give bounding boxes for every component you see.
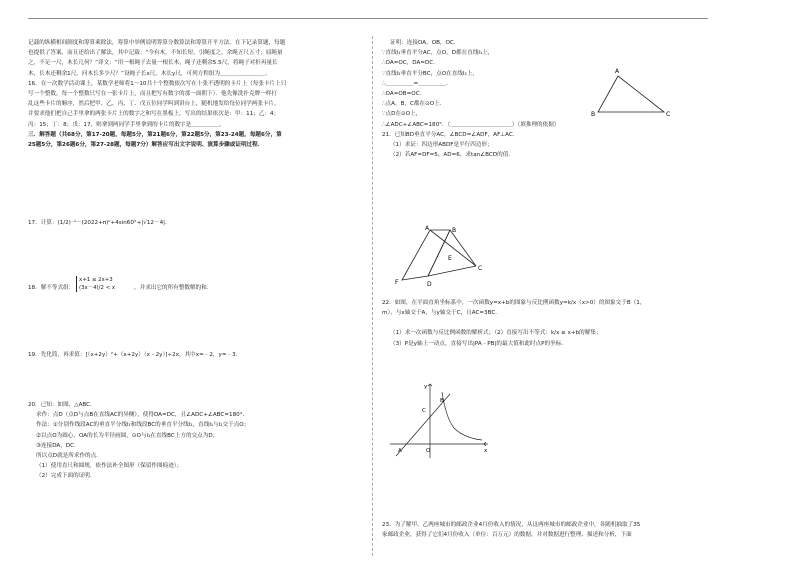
label-a: A — [615, 68, 620, 75]
proof-line: ∴＿＿＿＿＿=＿＿＿＿＿． — [382, 80, 452, 87]
question-20 — [28, 400, 362, 482]
triangle-abc-figure — [590, 64, 700, 120]
question-20-line: 20．已知：如图，△ABC． — [28, 402, 96, 408]
section-heading-line: 25题5分，第26题6分，第27-28题，每题7分）解答应写出文字说明、演算步骤或证明过程． — [28, 142, 264, 149]
question-23-line: 23．为了解甲、乙两座城市的邮政企业4月份收入的情况，从这两座城市的邮政企业中，各随机抽取了35 — [382, 522, 641, 528]
question-18-pre: 18．解不等式组： — [28, 285, 75, 291]
intro-line: 之，不足一尺，木长几何？”译文：“用一根绳子去量一根长木，绳子还剩余5.5尺，将绳子对折再量长 — [28, 60, 278, 67]
header-rule — [28, 18, 708, 19]
proof-line: ∴∠ADC+∠ABC=180°．（＿＿＿＿＿＿＿＿＿＿＿）（填推理的依据） — [382, 121, 560, 128]
label-b: B — [440, 398, 444, 404]
label-d: D — [427, 281, 432, 288]
intro-line: 木，长木还剩余1尺，问木长多少尺？”设绳子长x尺，木长y尺，可列方程组为＿＿＿＿＿＿＿＿。 — [28, 70, 271, 77]
label-c: C — [478, 265, 483, 272]
question-16: 16．在一次数学活动课上，某数学老师将1～10共十个整数依次写在十张不透明的卡片上（每张卡片上只 — [28, 80, 287, 87]
proof-line: ∴OA=OB=OC． — [382, 91, 426, 98]
question-20-line: ③连接DA，DC． — [36, 442, 80, 449]
question-22-line: （3）P是y轴上一动点，直接写出|PA﹣PB|的最大值和此时点P的坐标． — [390, 340, 567, 347]
inequality-system — [76, 276, 115, 292]
triangle-abc — [598, 76, 664, 112]
question-22 — [382, 298, 712, 349]
label-f: F — [395, 279, 399, 286]
question-20-line: （1）使用直尺和圆规，依作法补全图形（保留作图痕迹）； — [36, 463, 183, 470]
label-y: y — [424, 384, 428, 390]
coordinate-figure — [388, 380, 492, 460]
question-23 — [382, 520, 712, 540]
section-heading: 三．解答题（共68分，第17-20题，每题5分，第21题6分，第22题5分，第23-24题，每题6分，第 — [28, 131, 282, 138]
question-23-line: 家邮政企业，获得了它们4月份收入（单位：百万元）的数据，并对数据进行整理、描述和分析，下面 — [382, 532, 632, 539]
question-18-post: ，并求出它的所有整数解的和． — [134, 285, 213, 291]
question-20-line: 作法：①分别作线段AC的垂直平分线l₁和线段BC的垂直平分线l₂，直线l₁与l₂交于点O； — [36, 422, 250, 429]
question-17: 17．计算：(1/2)⁻¹－(2022+π)⁰+4sin60°+|√12－4|． — [28, 220, 171, 226]
segment-dc — [428, 266, 476, 276]
column-divider — [372, 36, 373, 556]
question-22-line: （1）求一次函数与反比例函数的解析式；（2）直接写出不等式：k/x ≥ x+b的解集； — [390, 330, 602, 337]
proof-line: ∵点D在⊙O上， — [382, 111, 422, 118]
question-19: 19．先化简，再求值：[（x+2y）²+（x+2y）（x﹣2y）]÷2x，其中x=﹣2，y=﹣3． — [28, 352, 242, 358]
question-16-line: 写一个整数，每一个整数只写在一张卡片上，而且把写有数字的那一面朝下）．他先像洗扑克牌一样打 — [28, 91, 277, 98]
question-20-line: 所以点D就是所求作的点． — [36, 453, 102, 460]
question-16-line: 乱这些卡片的顺序，然后把甲、乙、丙、丁、戊五位同学叫到讲台上，随机地发给每位同学两张卡片， — [28, 101, 280, 108]
proof-line: 证明：连接OA，OB，OC． — [390, 40, 460, 46]
question-20-line: （2）完成下面的证明． — [36, 473, 96, 480]
parallelogram-abdf — [402, 230, 450, 280]
question-20-line: ②以点O为圆心，OA的长为半径画圆，⊙O与l₁在直线BC上方的交点为D； — [36, 432, 219, 439]
inequality-1: x+1 ≤ 2x+3 — [79, 277, 113, 283]
label-x: x — [484, 448, 488, 454]
question-20-line: 求作：点D（点D与点B在直线AC的异侧），使得DA=DC，且∠ADC+∠ABC=180°． — [36, 412, 249, 419]
label-b: B — [591, 111, 596, 118]
intro-line: 记载的纵横相间制度和筹算乘除法，筹算中举例说明筹算分数算法和筹算开平方法。在下记录算题，每题 — [28, 40, 286, 46]
question-21-line: （2）若AF=DF=5，AD=6，求tan∠BCD的值． — [390, 152, 514, 159]
question-16-line: 并要求他们把自己手里拿的两张卡片上的数字之和写在黑板上，写出的结果依次是：甲：11；乙：4； — [28, 111, 280, 118]
proof-line: ∴OA=OC，DA=DC． — [382, 60, 439, 67]
question-21: 21．已知BD垂直平分AC，∠BCD=∠ADF，AF⊥AC． — [382, 131, 519, 138]
parallelogram-figure — [392, 224, 492, 290]
intro-line: 也提供了答案，而且还给出了解法，其中记载：“今有木，不知长短，引绳度之，余绳五尺五寸；屈绳量 — [28, 50, 283, 57]
question-22-line: 22．如图，在平面直角坐标系中，一次函数y=x+b的图象与反比例函数y=k/x（x>0）的图象交于B（1， — [382, 300, 646, 306]
label-b: B — [452, 227, 457, 234]
label-a: A — [398, 448, 402, 454]
label-e: E — [448, 255, 452, 262]
label-c: C — [422, 408, 426, 414]
question-16-line: 丙：15；丁：8；戊：17，则拿到两同学手里拿到的卡片的数字是＿＿＿＿＿。 — [28, 121, 225, 128]
inequality-2: (3x－4)/2 < x — [79, 285, 116, 291]
left-column — [28, 38, 362, 150]
label-a: A — [425, 225, 430, 232]
label-c: C — [666, 111, 671, 118]
proof-line: ∵直线l₂垂直平分BC，点O在直线l₂上， — [382, 70, 478, 77]
segment-ac — [430, 230, 476, 266]
label-o: O — [426, 448, 431, 454]
question-21-line: （1）求证：四边形ABDF是平行四边形； — [390, 142, 493, 149]
segment-bc — [450, 230, 476, 266]
proof-line: ∴点A，B，C都在⊙O上． — [382, 101, 446, 108]
inverse-function-curve — [442, 392, 482, 440]
proof-line: ∵直线l₁垂直平分AC，点O，D都在直线l₁上， — [382, 50, 494, 57]
question-22-line: m），与x轴交于A，与y轴交于C，且AC=3BC． — [382, 310, 501, 317]
